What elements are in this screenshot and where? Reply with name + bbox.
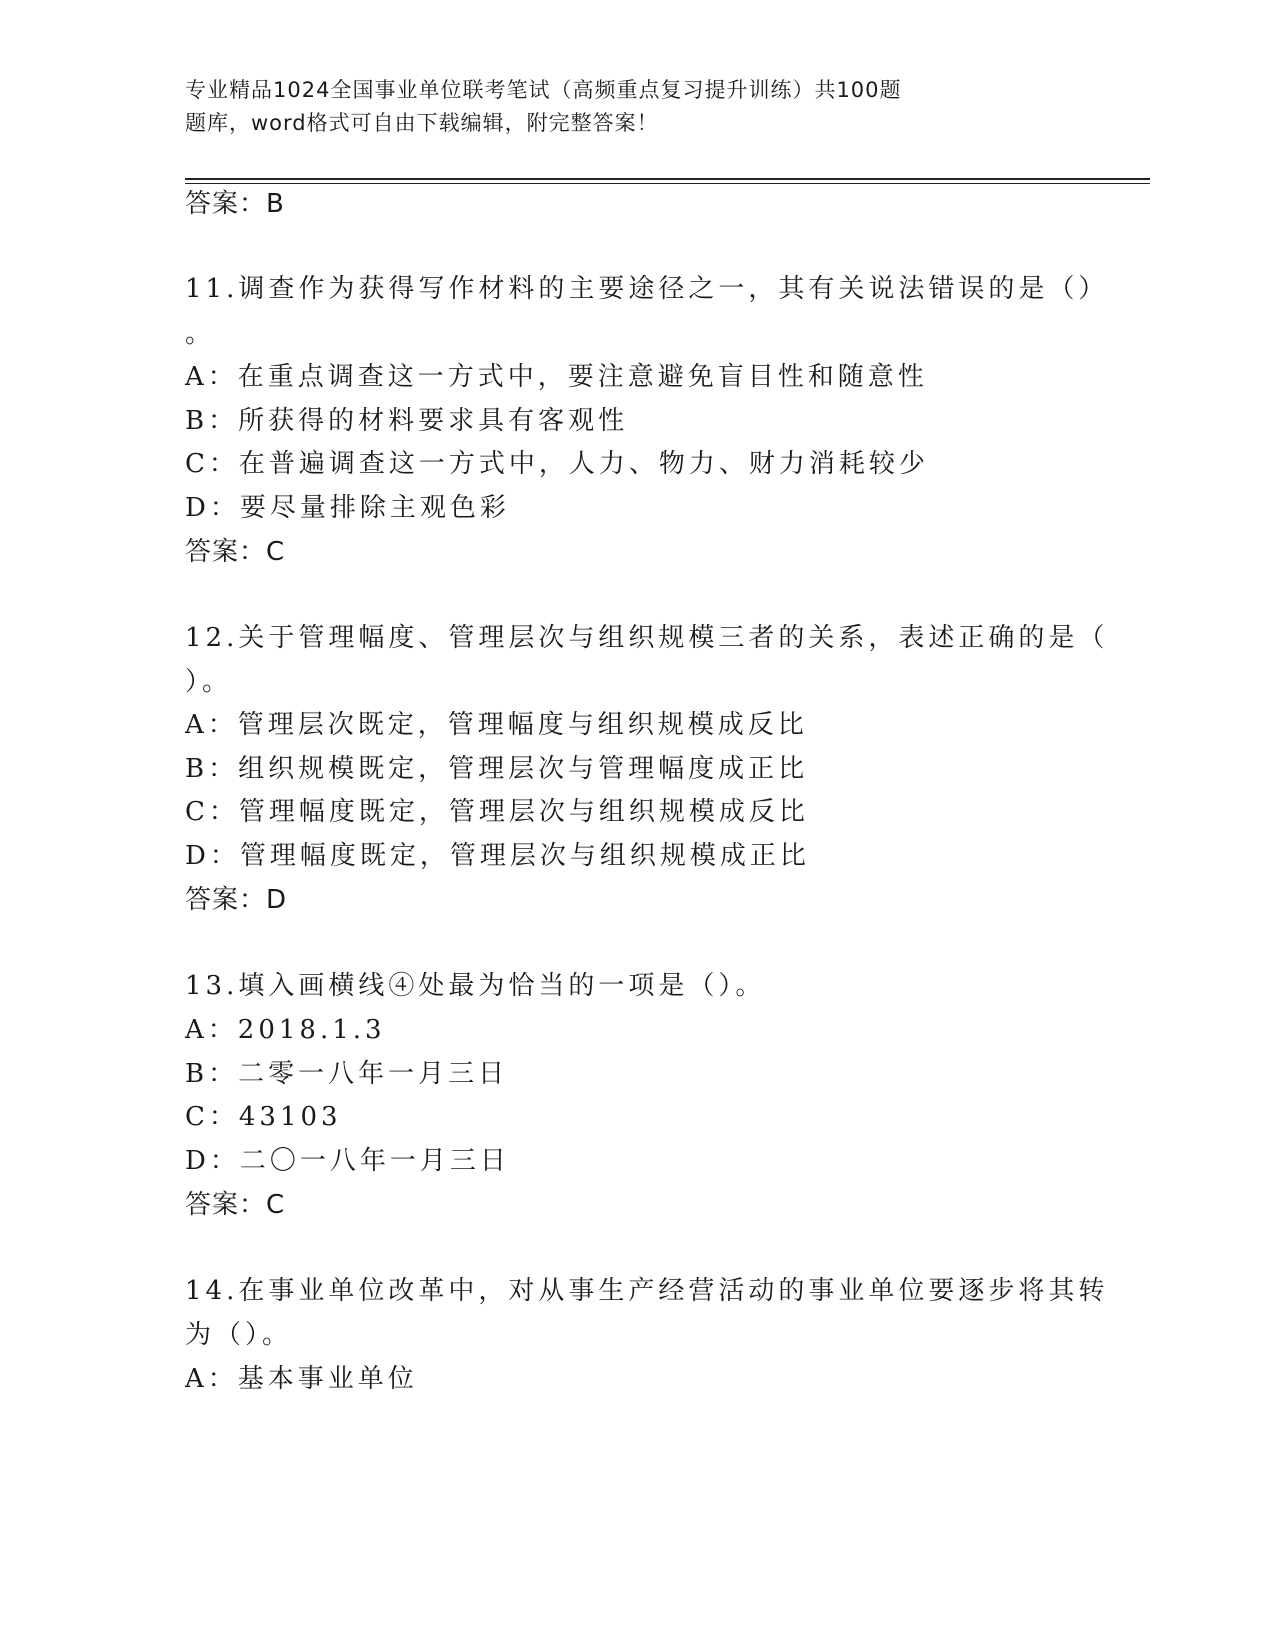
question-13-option-a: A：2018.1.3 [185, 1015, 386, 1045]
header-line-2: 题库，word格式可自由下载编辑，附完整答案！ [185, 111, 659, 135]
question-13-option-b: B：二零一八年一月三日 [185, 1059, 509, 1089]
answer-q10: 答案：B [185, 189, 285, 219]
question-11-option-a: A：在重点调查这一方式中，要注意避免盲目性和随意性 [185, 362, 928, 392]
header-rule-thin [185, 183, 1150, 184]
question-14-text-line-2: 为（）。 [185, 1320, 293, 1350]
question-12-option-a: A：管理层次既定，管理幅度与组织规模成反比 [185, 710, 808, 740]
question-12-option-c: C：管理幅度既定，管理层次与组织规模成反比 [185, 797, 809, 827]
answer-q13: 答案：C [185, 1190, 286, 1220]
document-header [185, 74, 1085, 140]
header-line-1: 专业精品1024全国事业单位联考笔试（高频重点复习提升训练）共100题 [185, 78, 902, 102]
question-11-text-line-1: 11.调查作为获得写作材料的主要途径之一，其有关说法错误的是（） [185, 274, 1109, 304]
question-14-option-a: A：基本事业单位 [185, 1364, 418, 1394]
answer-q12: 答案：D [185, 885, 288, 915]
question-11-option-c: C：在普遍调查这一方式中，人力、物力、财力消耗较少 [185, 449, 929, 479]
question-11-text-line-2: 。 [185, 319, 216, 349]
question-14-text-line-1: 14.在事业单位改革中，对从事生产经营活动的事业单位要逐步将其转 [185, 1276, 1109, 1306]
question-13-text-line-1: 13.填入画横线④处最为恰当的一项是（）。 [185, 971, 766, 1001]
question-12-text-line-1: 12.关于管理幅度、管理层次与组织规模三者的关系，表述正确的是（ [185, 623, 1109, 653]
question-12-text-line-2: ）。 [185, 667, 233, 697]
header-rule-thick [185, 178, 1150, 180]
question-11-option-d: D：要尽量排除主观色彩 [185, 493, 510, 523]
question-13-option-d: D：二〇一八年一月三日 [185, 1146, 510, 1176]
question-12-option-d: D：管理幅度既定，管理层次与组织规模成正比 [185, 841, 810, 871]
question-12-option-b: B：组织规模既定，管理层次与管理幅度成正比 [185, 754, 809, 784]
question-13-option-c: C：43103 [185, 1102, 342, 1132]
question-11-option-b: B：所获得的材料要求具有客观性 [185, 406, 629, 436]
answer-q11: 答案：C [185, 537, 286, 567]
